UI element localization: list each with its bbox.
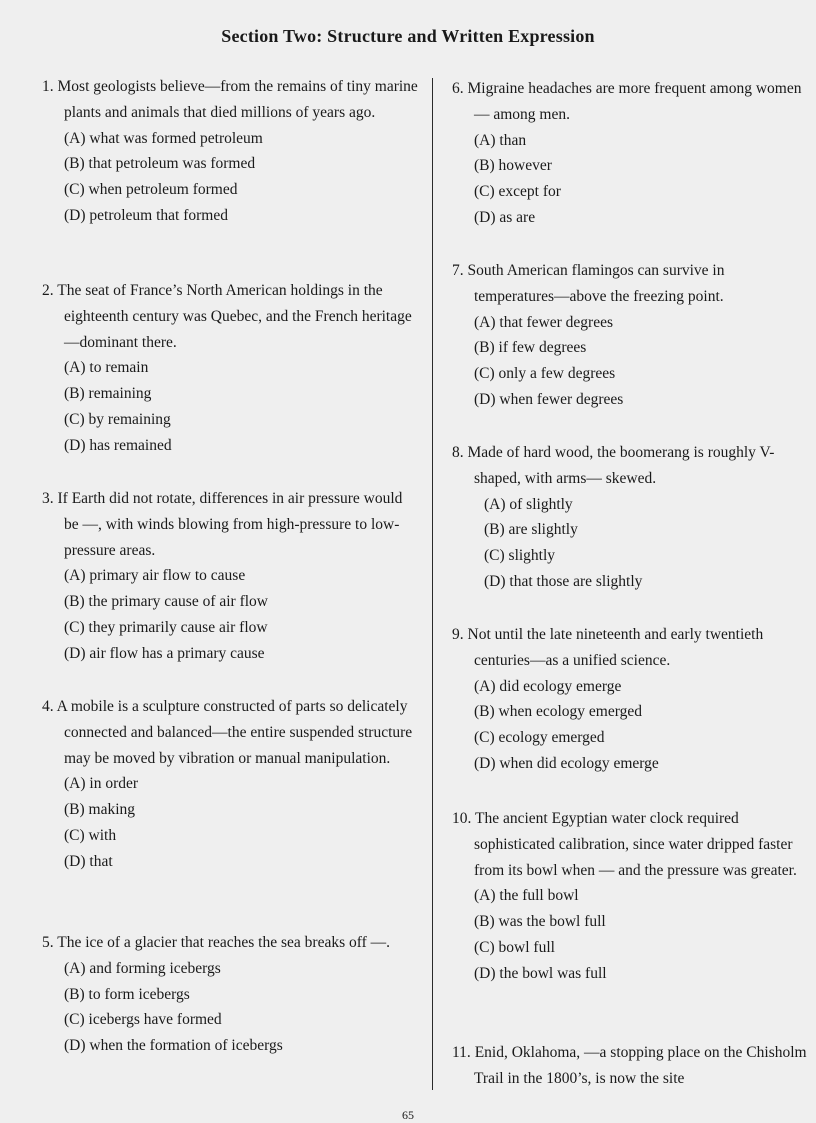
option-d[interactable]: (D) as are	[474, 208, 536, 226]
option-b[interactable]: (B) remaining	[64, 385, 152, 403]
question-stem: Enid, Oklahoma, —a stopping place on the Chisholm Trail in the 1800’s, is now the site	[474, 1044, 807, 1087]
question-stem: The ice of a glacier that reaches the sea breaks off —.	[57, 934, 391, 951]
question-1	[30, 74, 430, 229]
option-c[interactable]: (C) when petroleum formed	[64, 181, 238, 199]
question-number: 7.	[452, 262, 464, 279]
question-stem: A mobile is a sculpture constructed of parts so delicately connected and balanced—the entire suspended structure may be moved by vibration or manual manipulation.	[56, 698, 413, 767]
option-b[interactable]: (B) making	[64, 801, 136, 819]
question-number: 4.	[42, 698, 54, 715]
question-11	[440, 1040, 812, 1092]
option-b[interactable]: (B) to form icebergs	[64, 985, 190, 1003]
question-number: 2.	[42, 282, 54, 299]
question-4	[30, 694, 418, 875]
option-d[interactable]: (D) that	[64, 852, 113, 870]
option-c[interactable]: (C) by remaining	[64, 410, 171, 428]
question-stem: Most geologists believe—from the remains of tiny marine plants and animals that died millions of years ago.	[57, 78, 418, 121]
question-number: 8.	[452, 444, 464, 461]
option-c[interactable]: (C) only a few degrees	[474, 365, 616, 383]
option-c[interactable]: (C) icebergs have formed	[64, 1011, 222, 1029]
option-c[interactable]: (C) slightly	[484, 547, 556, 565]
question-5	[30, 930, 416, 1059]
option-a[interactable]: (A) to remain	[64, 359, 149, 377]
option-c[interactable]: (C) bowl full	[474, 938, 555, 956]
question-8	[440, 440, 812, 595]
option-b[interactable]: (B) when ecology emerged	[474, 703, 643, 721]
question-10	[440, 806, 812, 987]
question-2	[30, 278, 426, 459]
option-a[interactable]: (A) that fewer degrees	[474, 313, 613, 331]
option-a[interactable]: (A) in order	[64, 775, 139, 793]
question-stem: South American flamingos can survive in temperatures—above the freezing point.	[467, 262, 725, 305]
option-a[interactable]: (A) did ecology emerge	[474, 677, 622, 695]
option-a[interactable]: (A) and forming icebergs	[64, 959, 221, 977]
option-d[interactable]: (D) when fewer degrees	[474, 390, 624, 408]
question-stem: Not until the late nineteenth and early twentieth centuries—as a unified science.	[467, 626, 764, 669]
question-number: 11.	[452, 1044, 471, 1061]
question-stem: The seat of France’s North American holdings in the eighteenth century was Quebec, and the French heritage—dominant there.	[57, 282, 412, 351]
option-d[interactable]: (D) petroleum that formed	[64, 206, 228, 224]
option-a[interactable]: (A) of slightly	[484, 495, 573, 513]
question-number: 6.	[452, 80, 464, 97]
option-a[interactable]: (A) than	[474, 131, 527, 149]
question-3	[30, 486, 406, 667]
option-d[interactable]: (D) when did ecology emerge	[474, 754, 659, 772]
option-b[interactable]: (B) are slightly	[484, 521, 578, 539]
option-a[interactable]: (A) what was formed petroleum	[64, 129, 263, 147]
option-b[interactable]: (B) was the bowl full	[474, 913, 606, 931]
option-b[interactable]: (B) the primary cause of air flow	[64, 593, 269, 611]
option-a[interactable]: (A) primary air flow to cause	[64, 567, 246, 585]
page-number: 65	[402, 1108, 414, 1122]
option-d[interactable]: (D) has remained	[64, 436, 172, 454]
question-number: 5.	[42, 934, 54, 951]
question-6	[440, 76, 812, 231]
column-divider	[432, 78, 433, 1090]
option-b[interactable]: (B) however	[474, 157, 552, 175]
question-number: 10.	[452, 810, 472, 827]
option-c[interactable]: (C) with	[64, 826, 117, 844]
option-b[interactable]: (B) if few degrees	[474, 339, 587, 357]
option-b[interactable]: (B) that petroleum was formed	[64, 155, 256, 173]
question-7	[440, 258, 790, 413]
question-number: 1.	[42, 78, 54, 95]
option-d[interactable]: (D) air flow has a primary cause	[64, 644, 265, 662]
page-title: Section Two: Structure and Written Expression	[221, 26, 595, 46]
option-c[interactable]: (C) they primarily cause air flow	[64, 618, 268, 636]
option-d[interactable]: (D) the bowl was full	[474, 964, 607, 982]
option-d[interactable]: (D) when the formation of icebergs	[64, 1037, 283, 1055]
question-stem: Migraine headaches are more frequent among women— among men.	[467, 80, 802, 123]
option-c[interactable]: (C) ecology emerged	[474, 729, 605, 747]
option-d[interactable]: (D) that those are slightly	[484, 572, 643, 590]
question-stem: If Earth did not rotate, differences in air pressure would be —, with winds blowing from high-pressure to low-pressure areas.	[57, 490, 403, 559]
option-c[interactable]: (C) except for	[474, 183, 561, 201]
question-number: 3.	[42, 490, 54, 507]
question-9	[440, 622, 792, 777]
question-stem: Made of hard wood, the boomerang is roughly V-shaped, with arms— skewed.	[467, 444, 775, 487]
option-a[interactable]: (A) the full bowl	[474, 887, 579, 905]
question-stem: The ancient Egyptian water clock required sophisticated calibration, since water dripped faster from its bowl when — and the pressure was greater.	[474, 810, 797, 879]
question-number: 9.	[452, 626, 464, 643]
